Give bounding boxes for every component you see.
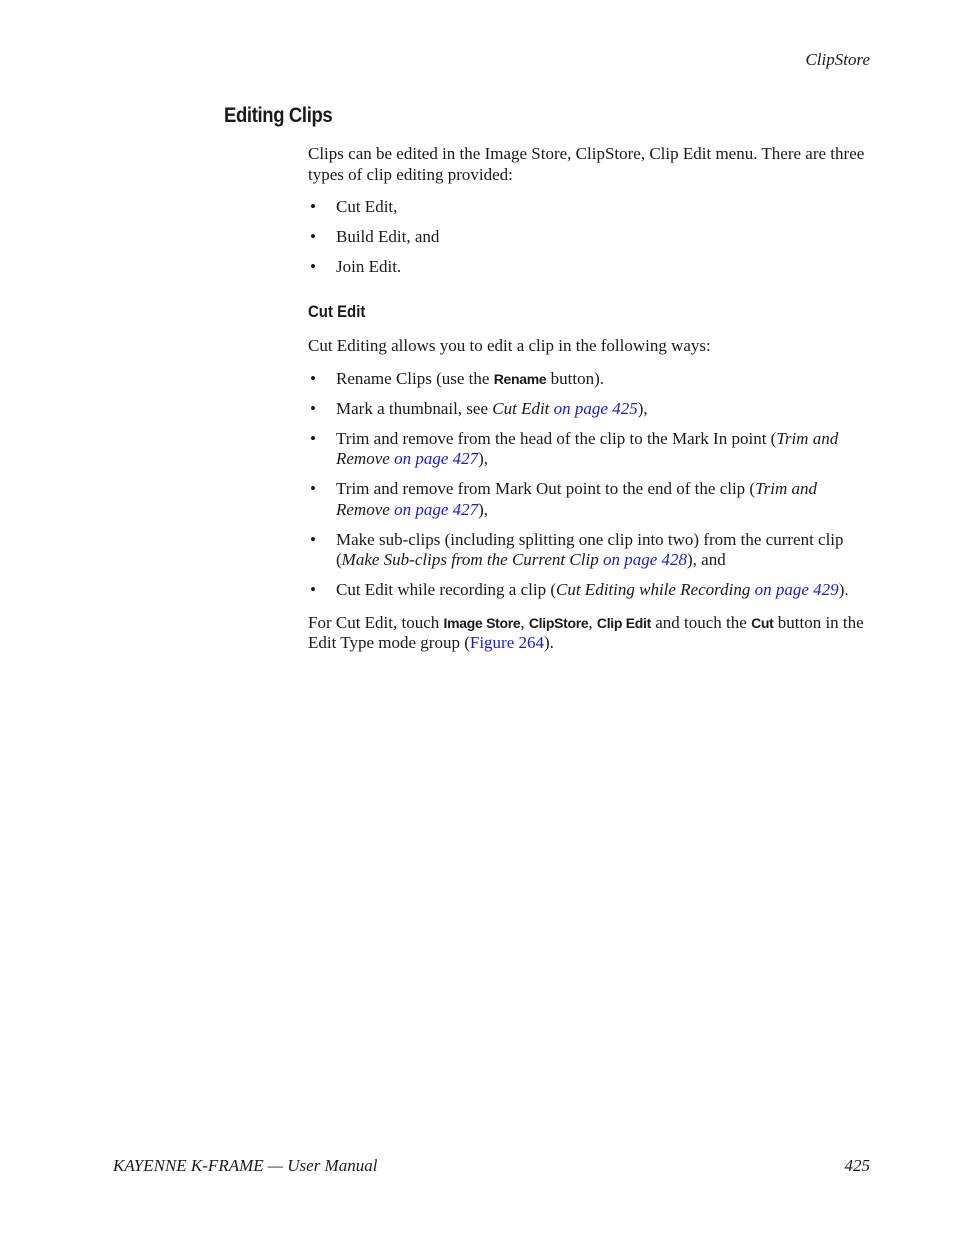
edit-types-list (308, 197, 872, 278)
running-head: ClipStore (805, 50, 870, 69)
cut-edit-instruction: For Cut Edit, touch Image Store, ClipStore, Clip Edit and touch the Cut button in the Edit Type mode group (Figure 264). (308, 612, 864, 652)
list-item-trim-tail: • Trim and remove from Mark Out point to the end of the clip (Trim and Remove on page 427), (308, 479, 872, 520)
xref-title: Cut Editing while Recording (556, 580, 751, 599)
cut-edit-list (308, 369, 872, 601)
xref-title: Cut Edit (492, 398, 550, 418)
cut-edit-heading: Cut Edit (308, 301, 366, 321)
list-item-trim-head: • Trim and remove from the head of the clip to the Mark In point (Trim and Remove on page 427), (308, 429, 872, 470)
list-item-subclips: • Make sub-clips (including splitting one clip into two) from the current clip (Make Sub-clips from the Current Clip on page 428), and (308, 530, 872, 571)
footer-manual-title: KAYENNE K-FRAME — User Manual (113, 1156, 378, 1175)
page-link[interactable]: on page 425 (553, 398, 638, 418)
page-link[interactable]: on page 429 (754, 580, 839, 599)
page-link[interactable]: on page 427 (394, 499, 479, 519)
footer-page-number: 425 (844, 1156, 870, 1175)
page-link[interactable]: on page 428 (602, 550, 687, 569)
cut-edit-intro: Cut Editing allows you to edit a clip in the following ways: (308, 336, 711, 355)
list-item-thumbnail: • Mark a thumbnail, see Cut Edit on page 425), (308, 399, 872, 420)
image-store-menu-ref: Image Store (443, 614, 521, 631)
list-item-cut-edit: • Cut Edit, (308, 197, 872, 218)
main-content (308, 144, 872, 654)
xref-title: Make Sub-clips from the Current Clip (341, 550, 599, 569)
clipstore-menu-ref: ClipStore (528, 614, 589, 631)
clip-edit-menu-ref: Clip Edit (596, 614, 651, 631)
figure-link[interactable]: Figure 264 (469, 633, 544, 652)
list-item-build-edit: • Build Edit, and (308, 227, 872, 248)
list-item-recording: • Cut Edit while recording a clip (Cut Editing while Recording on page 429). (308, 580, 872, 601)
xref-title: Trim and Remove (336, 428, 839, 468)
xref-title: Trim and Remove (336, 479, 817, 519)
rename-button-ref: Rename (493, 370, 547, 387)
page-link[interactable]: on page 427 (394, 449, 479, 468)
cut-button-ref: Cut (751, 614, 774, 631)
section-title: Editing Clips (224, 104, 333, 127)
list-item-rename: • Rename Clips (use the Rename button). (308, 369, 872, 390)
list-item-join-edit: • Join Edit. (308, 257, 872, 278)
section-intro: Clips can be edited in the Image Store, ClipStore, Clip Edit menu. There are three types of clip editing provided: (308, 144, 865, 184)
